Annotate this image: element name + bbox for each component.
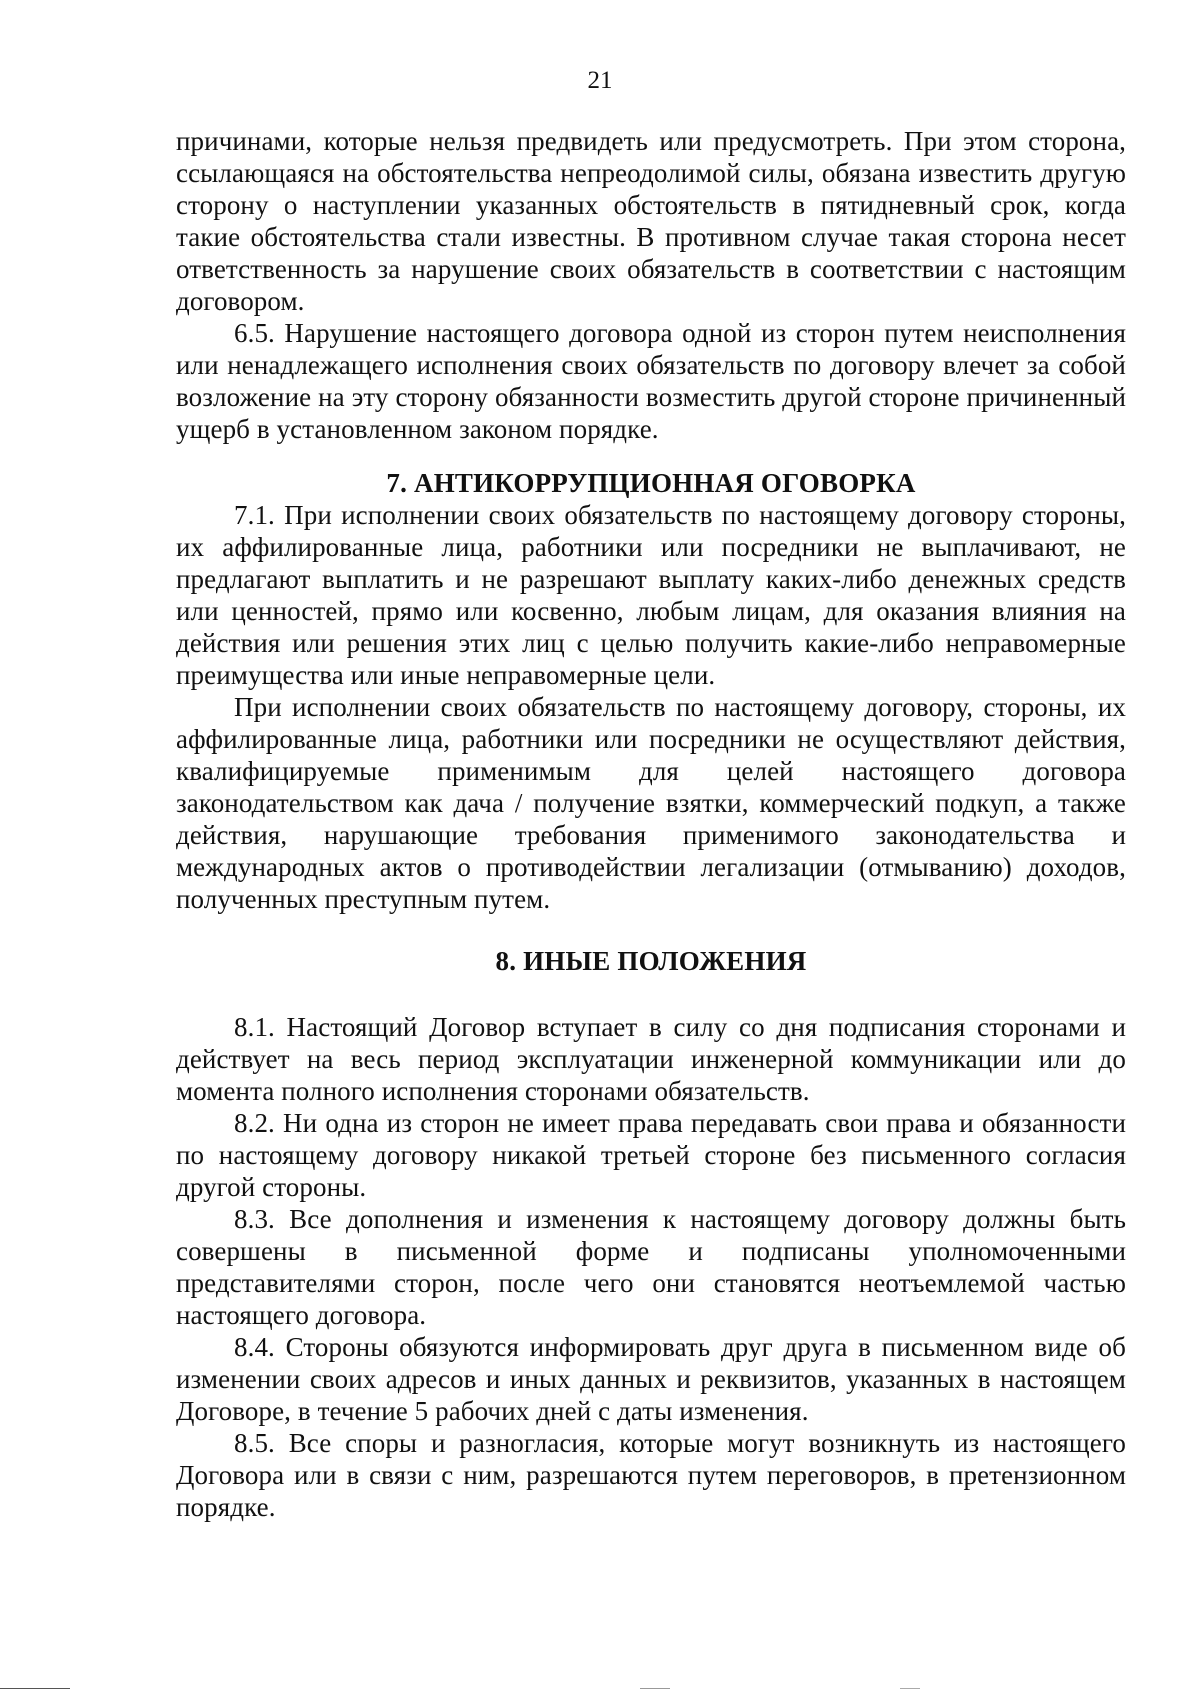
section-8-heading: 8. ИНЫЕ ПОЛОЖЕНИЯ: [495, 946, 807, 976]
paragraph-8-2: 8.2. Ни одна из сторон не имеет права передавать свои права и обязанности по настоящему договору никакой третьей стороне без письменного согласия другой стороны.: [176, 1108, 1126, 1202]
paragraph-8-5: 8.5. Все споры и разногласия, которые могут возникнуть из настоящего Договора или в связи с ним, разрешаются путем переговоров, в претензионном порядке.: [176, 1428, 1126, 1522]
section-7-heading: 7. АНТИКОРРУПЦИОННАЯ ОГОВОРКА: [386, 468, 916, 498]
paragraph-force-majeure-continuation: причинами, которые нельзя предвидеть или предусмотреть. При этом сторона, ссылающаяся на обстоятельства непреодолимой силы, обязана известить другую сторону о наступлении указанных обстоятельств в пятидневный срок, когда такие обстоятельства стали известны. В противном случае такая сторона несет ответственность за нарушение своих обязательств в соответствии с настоящим договором.: [176, 126, 1126, 316]
scan-edge-mark: [640, 1688, 670, 1689]
scan-edge-marks: [0, 1688, 1200, 1694]
paragraph-8-4: 8.4. Стороны обязуются информировать друг друга в письменном виде об изменении своих адресов и иных данных и реквизитов, указанных в настоящем Договоре, в течение 5 рабочих дней с даты изменения.: [176, 1332, 1126, 1426]
document-body: [176, 125, 1126, 1523]
page-number: 21: [587, 67, 613, 94]
paragraph-7-1: 7.1. При исполнении своих обязательств по настоящему договору стороны, их аффилированные лица, работники или посредники не выплачивают, не предлагают выплатить и не разрешают выплату каких-либо денежных средств или ценностей, прямо или косвенно, любым лицам, для оказания влияния на действия или решения этих лиц с целью получить какие-либо неправомерные преимущества или иные неправомерные цели.: [176, 500, 1126, 690]
scan-edge-mark: [900, 1688, 920, 1689]
scan-edge-mark: [0, 1688, 70, 1689]
paragraph-8-1: 8.1. Настоящий Договор вступает в силу со дня подписания сторонами и действует на весь период эксплуатации инженерной коммуникации или до момента полного исполнения сторонами обязательств.: [176, 1012, 1126, 1106]
paragraph-8-3: 8.3. Все дополнения и изменения к настоящему договору должны быть совершены в письменной форме и подписаны уполномоченными представителями сторон, после чего они становятся неотъемлемой частью настоящего договора.: [176, 1204, 1126, 1330]
paragraph-7-1-continued: При исполнении своих обязательств по настоящему договору, стороны, их аффилированные лица, работники или посредники не осуществляют действия, квалифицируемые применимым для целей настоящего договора законодательством как дача / получение взятки, коммерческий подкуп, а также действия, нарушающие требования применимого законодательства и международных актов о противодействии легализации (отмыванию) доходов, полученных преступным путем.: [176, 692, 1126, 914]
paragraph-6-5: 6.5. Нарушение настоящего договора одной из сторон путем неисполнения или ненадлежащего исполнения своих обязательств по договору влечет за собой возложение на эту сторону обязанности возместить другой стороне причиненный ущерб в установленном законом порядке.: [176, 318, 1126, 444]
